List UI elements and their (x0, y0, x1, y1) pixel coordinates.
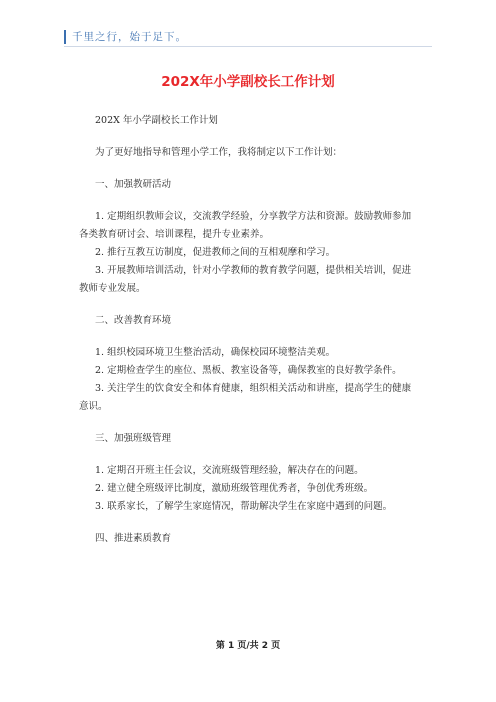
document-body (79, 112, 419, 548)
section-1-item-3: 3. 开展教师培训活动，针对小学教师的教育教学问题，提供相关培训，促进教师专业发展。 (79, 265, 412, 294)
section-1-item-2: 2. 推行互教互访制度，促进教师之间的互相观摩和学习。 (95, 247, 336, 258)
section-2-item-3: 3. 关注学生的饮食安全和体育健康，组织相关活动和讲座，提高学生的健康意识。 (79, 383, 412, 412)
section-heading-1: 一、加强教研活动 (95, 179, 172, 190)
page-number: 第 1 页/共 2 页 (215, 641, 281, 651)
header-motto: 千里之行，始于足下。 (72, 31, 187, 43)
section-3-item-2: 2. 建立健全班级评比制度，激励班级管理优秀者，争创优秀班级。 (95, 483, 374, 494)
section-3-item-1: 1. 定期召开班主任会议，交流班级管理经验，解决存在的问题。 (95, 465, 364, 476)
section-2-item-1: 1. 组织校园环境卫生整治活动，确保校园环境整洁美观。 (95, 347, 336, 358)
section-heading-4: 四、推进素质教育 (95, 533, 172, 544)
section-2-item-2: 2. 定期检查学生的座位、黑板、教室设备等，确保教室的良好教学条件。 (95, 365, 402, 376)
document-title: 202X年小学副校长工作计划 (161, 74, 335, 90)
header-accent-bar (64, 30, 66, 44)
intro-paragraph: 为了更好地指导和管理小学工作，我将制定以下工作计划： (95, 147, 343, 158)
section-1-item-1: 1. 定期组织教师会议，交流教学经验，分享教学方法和资源。鼓励教师参加各类教育研讨会、培训课程，提升专业素养。 (79, 211, 412, 240)
header-divider (64, 46, 432, 47)
document-subtitle: 202X 年小学副校长工作计划 (95, 115, 218, 126)
section-3-item-3: 3. 联系家长，了解学生家庭情况，帮助解决学生在家庭中遇到的问题。 (95, 501, 393, 512)
section-heading-3: 三、加强班级管理 (95, 433, 172, 444)
section-heading-2: 二、改善教育环境 (95, 315, 172, 326)
